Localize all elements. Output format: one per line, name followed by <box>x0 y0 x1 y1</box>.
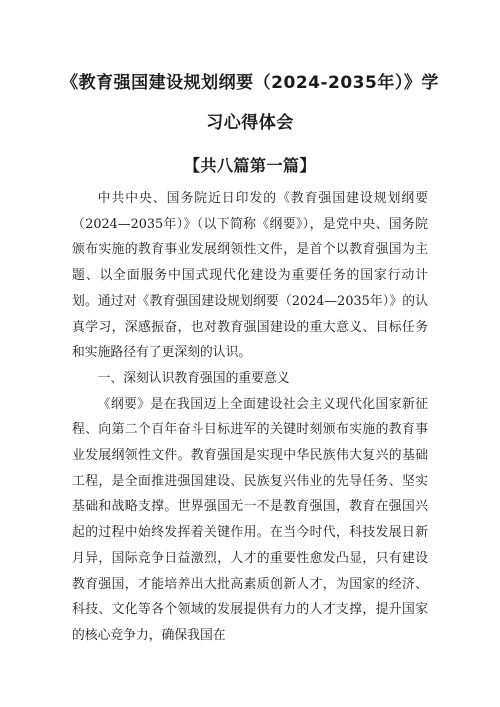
section-heading-1: 一、深刻认识教育强国的重要意义 <box>97 370 290 386</box>
document-title-line-2: 习心得体会 <box>206 113 294 133</box>
paragraph-intro: 中共中央、国务院近日印发的《教育强国建设规划纲要（2024—2035年）》（以下简称《纲要》），是党中央、国务院颁布实施的教育事业发展纲领性文件，是首个以教育强国为主题、以全面服务中国式现代化建设为重要任务的国家行动计划。通过对《教育强国建设规划纲要（2024—2035年）》的认真学习，深感振奋，也对教育强国建设的重大意义、目标任务和实施路径有了更深刻的认识。 <box>72 191 428 361</box>
document-title-line-1: 《教育强国建设规划纲要（2024-2035年）》学 <box>61 73 439 93</box>
document-subtitle: 【共八篇第一篇】 <box>183 156 316 175</box>
document-body <box>72 186 428 649</box>
paragraph-section-1: 《纲要》是在我国迈上全面建设社会主义现代化国家新征程、向第二个百年奋斗目标进军的关键时刻颁布实施的教育事业发展纲领性文件。教育强国是实现中华民族伟大复兴的基础工程，是全面推进强国建设、民族复兴伟业的先导任务、坚实基础和战略支撑。世界强国无一不是教育强国，教育在强国兴起的过程中始终发挥着关键作用。在当今时代，科技发展日新月异，国际竞争日益激烈，人才的重要性愈发凸显，只有建设教育强国，才能培养出大批高素质创新人才，为国家的经济、科技、文化等各个领域的发展提供有力的人才支撑，提升国家的核心竞争力，确保我国在 <box>72 396 428 643</box>
